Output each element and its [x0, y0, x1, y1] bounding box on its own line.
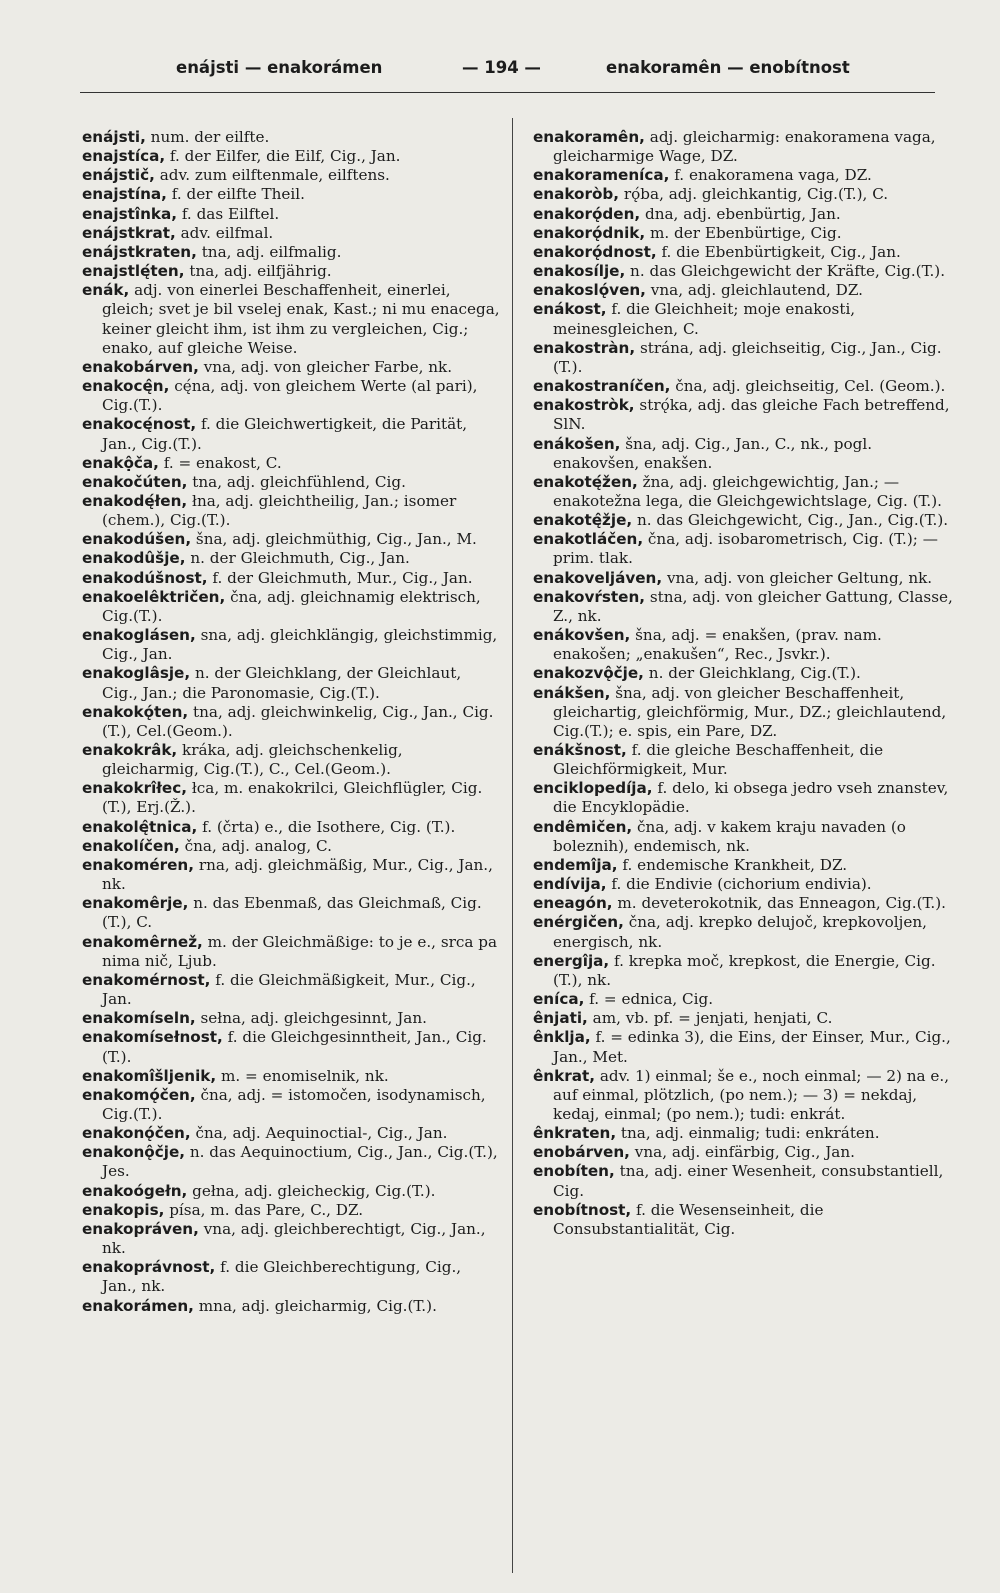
entry-definition: f. enakoramena vaga, DZ.: [674, 166, 872, 185]
entry-headword: enakorǫ́den,: [533, 204, 641, 223]
dictionary-entry: [533, 1162, 958, 1200]
dictionary-entry: [533, 741, 958, 779]
entry-definition: rǫ́ba, adj. gleichkantig, Cig.(T.), C.: [623, 185, 889, 204]
dictionary-entry: [82, 741, 500, 779]
entry-definition: f. die Gleichberechtigung, Cig., Jan., nk.: [102, 1258, 462, 1296]
entry-definition: n. das Gleichgewicht, Cig., Jan., Cig.(T.).: [637, 511, 949, 530]
dictionary-entry: [82, 569, 500, 588]
entry-headword: enakocę́nost,: [82, 415, 197, 434]
entry-headword: ênkrat,: [533, 1066, 595, 1085]
entry-headword: enakoprávnost,: [82, 1258, 216, 1277]
entry-headword: enobíten,: [533, 1162, 615, 1181]
running-header: [0, 54, 1000, 84]
dictionary-entry: [82, 1182, 500, 1201]
entry-headword: enakorǫ́dnik,: [533, 223, 646, 242]
dictionary-entry: [82, 1009, 500, 1028]
dictionary-entry: [82, 1143, 500, 1181]
dictionary-entry: [533, 1028, 958, 1066]
dictionary-entry: [533, 875, 958, 894]
entry-definition: adj. gleicharmig: enakoramena vaga, gleicharmige Wage, DZ.: [553, 128, 936, 166]
entry-headword: enakotláčen,: [533, 530, 644, 549]
entry-headword: enájsti,: [82, 128, 146, 146]
entry-definition: f. die Gleichheit; moje enakosti, meinesgleichen, C.: [553, 300, 856, 338]
dictionary-entry: [533, 377, 958, 396]
entry-headword: enák,: [82, 281, 130, 300]
entry-definition: m. der Gleichmäßige: to je e., srca pa nima nič, Ljub.: [102, 932, 498, 970]
entry-definition: rna, adj. gleichmäßig, Mur., Cig., Jan., nk.: [102, 855, 493, 894]
entry-definition: tna, adj. einmalig; tudi: enkráten.: [620, 1124, 880, 1143]
entry-headword: enakộča,: [82, 453, 159, 472]
entry-definition: čna, adj. gleichseitig, Cel. (Geom.).: [675, 377, 946, 396]
dictionary-entry: [82, 147, 500, 166]
entry-definition: n. das Aequinoctium, Cig., Jan., Cig.(T.), Jes.: [102, 1143, 498, 1181]
entry-headword: enakoròb,: [533, 185, 620, 204]
entry-definition: f. die gleiche Beschaffenheit, die Gleichförmigkeit, Mur.: [553, 741, 884, 779]
dictionary-entry: [82, 664, 500, 702]
dictionary-entry: [533, 262, 958, 281]
entry-definition: tna, adj. gleichfühlend, Cig.: [192, 472, 406, 491]
entry-definition: tna, adj. eilfjährig.: [189, 262, 332, 281]
header-left: enájsti — enakorámen: [176, 58, 383, 77]
entry-definition: šna, adj. Cig., Jan., C., nk., pogl. enakovšen, enakšen.: [553, 434, 873, 472]
entry-definition: f. (črta) e., die Isothere, Cig. (T.).: [202, 817, 456, 836]
page-number: — 194 —: [462, 58, 541, 77]
entry-headword: ênklja,: [533, 1028, 591, 1047]
entry-definition: n. der Gleichmuth, Cig., Jan.: [190, 549, 410, 568]
dictionary-entry: [82, 205, 500, 224]
dictionary-entry: [533, 1124, 958, 1143]
entry-definition: žna, adj. gleichgewichtig, Jan.; — enakotežna lega, die Gleichgewichtslage, Cig. (T.).: [553, 472, 943, 510]
entry-headword: enakokrâk,: [82, 741, 178, 759]
entry-headword: enákost,: [533, 300, 607, 319]
entry-definition: vna, adj. gleichberechtigt, Cig., Jan., nk.: [102, 1219, 486, 1258]
entry-definition: f. krepka moč, krepkost, die Energie, Cig.(T.), nk.: [553, 951, 936, 989]
dictionary-entry: [82, 1124, 500, 1143]
dictionary-entry: [82, 626, 500, 664]
entry-headword: enákošen,: [533, 434, 621, 453]
dictionary-entry: [533, 779, 958, 817]
entry-headword: eneagón,: [533, 894, 613, 913]
entry-definition: f. der Gleichmuth, Mur., Cig., Jan.: [212, 568, 473, 587]
entry-headword: enakoelêktričen,: [82, 587, 226, 606]
entry-definition: tna, adj. gleichwinkelig, Cig., Jan., Cig.(T.), Cel.(Geom.).: [102, 702, 494, 740]
dictionary-entry: [82, 1028, 500, 1066]
dictionary-entry: [82, 894, 500, 932]
entry-definition: f. die Gleichmäßigkeit, Mur., Cig., Jan.: [102, 970, 476, 1009]
dictionary-entry: [533, 511, 958, 530]
entry-headword: enobárven,: [533, 1143, 630, 1162]
entry-headword: enakomǫ́čen,: [82, 1085, 196, 1104]
entry-definition: f. = edinka 3), die Eins, der Einser, Mur., Cig., Jan., Met.: [553, 1028, 951, 1066]
entry-headword: enakorameníca,: [533, 166, 670, 185]
entry-definition: dna, adj. ebenbürtig, Jan.: [645, 204, 841, 223]
entry-headword: enakoglásen,: [82, 626, 196, 645]
entry-headword: enakobárven,: [82, 357, 199, 376]
dictionary-entry: [82, 262, 500, 281]
entry-definition: vna, adj. einfärbig, Cig., Jan.: [634, 1143, 855, 1162]
entry-definition: čna, adj. v kakem kraju navaden (o boleznih), endemisch, nk.: [553, 817, 906, 855]
dictionary-entry: [533, 166, 958, 185]
entry-headword: endemîja,: [533, 855, 618, 874]
dictionary-entry: [82, 818, 500, 837]
entry-headword: enakomêrnež,: [82, 932, 203, 951]
entry-definition: f. = enakost, C.: [163, 453, 282, 472]
dictionary-entry: [82, 166, 500, 185]
entry-definition: f. der Eilfer, die Eilf, Cig., Jan.: [169, 147, 401, 166]
entry-headword: enakomêrje,: [82, 894, 189, 913]
entry-headword: enakodúšnost,: [82, 568, 208, 587]
entry-headword: enakokrîłec,: [82, 779, 187, 798]
entry-headword: enakodûšje,: [82, 549, 186, 568]
entry-definition: šna, adj. von gleicher Beschaffenheit, gleichartig, gleichförmig, Mur., DZ.; gleichlautend, Cig.(T.); e. spis, ein Pare, DZ.: [553, 683, 947, 740]
dictionary-entry: [533, 1009, 958, 1028]
entry-headword: energîja,: [533, 951, 610, 970]
dictionary-entry: [533, 339, 958, 377]
entry-headword: ênkraten,: [533, 1124, 617, 1143]
dictionary-entry: [82, 1086, 500, 1124]
entry-headword: enájstič,: [82, 166, 155, 185]
dictionary-entry: [82, 358, 500, 377]
entry-headword: enobítnost,: [533, 1200, 632, 1219]
entry-definition: num. der eilfte.: [150, 128, 270, 146]
dictionary-entry: [533, 1143, 958, 1162]
dictionary-entry: [82, 1201, 500, 1220]
entry-headword: endívija,: [533, 875, 607, 894]
entry-headword: enajstína,: [82, 185, 167, 204]
dictionary-entry: [533, 435, 958, 473]
dictionary-entry: [533, 128, 958, 166]
entry-definition: łna, adj. gleichtheilig, Jan.; isomer (chem.), Cig.(T.).: [102, 491, 457, 530]
dictionary-entry: [533, 396, 958, 434]
right-column: [533, 128, 958, 1239]
dictionary-entry: [82, 415, 500, 453]
entry-definition: f. die Endivie (cichorium endivia).: [611, 875, 872, 894]
dictionary-entry: [533, 569, 958, 588]
dictionary-entry: [82, 473, 500, 492]
entry-headword: enakonǫ́čen,: [82, 1124, 191, 1143]
entry-headword: enakostràn,: [533, 338, 636, 357]
entry-headword: enakovŕsten,: [533, 587, 646, 606]
dictionary-entry: [533, 626, 958, 664]
entry-headword: enakodúšen,: [82, 530, 192, 549]
entry-headword: enakostròk,: [533, 396, 635, 415]
dictionary-entry: [82, 377, 500, 415]
dictionary-entry: [533, 818, 958, 856]
dictionary-entry: [82, 128, 500, 147]
entry-headword: enakoslǫ́ven,: [533, 281, 646, 300]
dictionary-entry: [82, 281, 500, 358]
entry-definition: f. die Gleichgesinntheit, Jan., Cig.(T.).: [102, 1028, 487, 1066]
entry-definition: strǫ́ka, adj. das gleiche Fach betreffend, SlN.: [553, 396, 950, 434]
entry-definition: adv. eilfmal.: [180, 223, 274, 242]
entry-headword: enakoveljáven,: [533, 568, 663, 587]
header-right: enakoramên — enobítnost: [606, 58, 850, 77]
entry-headword: enakonǫ̂čje,: [82, 1143, 186, 1162]
entry-definition: adv. 1) einmal; še e., noch einmal; — 2) na e., auf einmal, plötzlich, (po nem.); — 3) = nekdaj, kedaj, einmal; (po nem.); tudi: enkrát.: [553, 1066, 950, 1123]
entry-definition: šna, adj. = enakšen, (prav. nam. enakošen; „enakušen“, Rec., Jsvkr.).: [553, 626, 882, 664]
entry-definition: čna, adj. gleichnamig elektrisch, Cig.(T.).: [102, 587, 481, 625]
entry-headword: enakorǫ́dnost,: [533, 242, 657, 261]
dictionary-entry: [82, 1297, 500, 1316]
entry-headword: enakorámen,: [82, 1296, 194, 1315]
entry-definition: f. = ednica, Cig.: [589, 990, 714, 1009]
entry-definition: n. der Gleichklang, der Gleichlaut, Cig., Jan.; die Paronomasie, Cig.(T.).: [102, 664, 462, 702]
dictionary-entry: [82, 1067, 500, 1086]
entry-definition: čna, adj. analog, C.: [184, 836, 332, 855]
entry-headword: enakocę̂n,: [82, 377, 170, 396]
entry-headword: enájstkraten,: [82, 242, 197, 261]
dictionary-entry: [82, 1220, 500, 1258]
dictionary-entry: [533, 664, 958, 683]
dictionary-entry: [533, 952, 958, 990]
entry-definition: stna, adj. von gleicher Gattung, Classe, Z., nk.: [553, 587, 953, 625]
dictionary-entry: [82, 703, 500, 741]
entry-headword: enakoglâsje,: [82, 664, 191, 683]
entry-headword: enakotę́žen,: [533, 472, 638, 491]
dictionary-entry: [82, 588, 500, 626]
entry-headword: enakotę̂žje,: [533, 511, 633, 530]
entry-headword: enakostraníčen,: [533, 377, 671, 396]
dictionary-entry: [82, 185, 500, 204]
entry-headword: enakozvǫ̂čje,: [533, 664, 644, 683]
entry-definition: f. delo, ki obsega jedro vseh znanstev, die Encyklopädie.: [553, 779, 949, 817]
entry-headword: enakočúten,: [82, 472, 188, 491]
entry-definition: am, vb. pf. = jenjati, henjati, C.: [592, 1009, 833, 1028]
entry-headword: enákšnost,: [533, 741, 627, 759]
entry-definition: łca, m. enakokrilci, Gleichflügler, Cig.(T.), Erj.(Ž.).: [102, 779, 483, 817]
dictionary-entry: [82, 549, 500, 568]
dictionary-entry: [82, 492, 500, 530]
entry-definition: f. die Wesenseinheit, die Consubstantialität, Cig.: [553, 1200, 824, 1238]
entry-headword: enakoramên,: [533, 128, 645, 146]
entry-definition: n. das Ebenmaß, das Gleichmaß, Cig.(T.), C.: [102, 894, 482, 932]
dictionary-entry: [533, 894, 958, 913]
entry-headword: enájstkrat,: [82, 223, 176, 242]
column-divider: [512, 118, 513, 1573]
entry-headword: enérgičen,: [533, 913, 624, 932]
entry-headword: eníca,: [533, 990, 585, 1009]
entry-definition: čna, adj. = istomočen, isodynamisch, Cig.(T.).: [102, 1085, 486, 1123]
entry-definition: f. der eilfte Theil.: [171, 185, 305, 204]
dictionary-entry: [533, 224, 958, 243]
entry-headword: enakomísełnost,: [82, 1028, 223, 1047]
entry-headword: endêmičen,: [533, 817, 633, 836]
entry-headword: enakolę̂tnica,: [82, 817, 198, 836]
entry-definition: f. endemische Krankheit, DZ.: [622, 855, 848, 874]
entry-headword: enciklopedíja,: [533, 779, 653, 798]
entry-definition: f. die Gleichwertigkeit, die Parität, Jan., Cig.(T.).: [102, 415, 468, 453]
entry-headword: enakopráven,: [82, 1219, 199, 1238]
entry-definition: m. = enomiselnik, nk.: [221, 1066, 389, 1085]
dictionary-entry: [533, 913, 958, 951]
entry-definition: čna, adj. Aequinoctial-, Cig., Jan.: [195, 1124, 448, 1143]
entry-definition: vna, adj. von gleicher Geltung, nk.: [666, 568, 933, 587]
dictionary-entry: [82, 243, 500, 262]
entry-headword: enakomérnost,: [82, 970, 211, 989]
entry-definition: čna, adj. krepko delujoč, krepkovoljen, energisch, nk.: [553, 913, 927, 951]
dictionary-entry: [533, 300, 958, 338]
dictionary-entry: [533, 205, 958, 224]
dictionary-entry: [533, 185, 958, 204]
entry-definition: m. deveterokotnik, das Enneagon, Cig.(T.).: [617, 894, 946, 913]
entry-headword: enakolíčen,: [82, 836, 180, 855]
entry-headword: enakokǫ́ten,: [82, 702, 189, 721]
dictionary-entry: [82, 837, 500, 856]
entry-definition: m. der Ebenbürtige, Cig.: [650, 223, 842, 242]
entry-headword: enakosílje,: [533, 262, 626, 281]
entry-definition: gełna, adj. gleicheckig, Cig.(T.).: [192, 1181, 436, 1200]
dictionary-entry: [533, 243, 958, 262]
entry-definition: sełna, adj. gleichgesinnt, Jan.: [200, 1009, 427, 1028]
entry-headword: enákšen,: [533, 683, 611, 702]
entry-definition: adv. zum eilftenmale, eilftens.: [159, 166, 390, 185]
dictionary-entry: [533, 684, 958, 741]
entry-definition: mna, adj. gleicharmig, Cig.(T.).: [198, 1296, 437, 1315]
entry-definition: kráka, adj. gleichschenkelig, gleicharmig, Cig.(T.), C., Cel.(Geom.).: [102, 741, 403, 779]
dictionary-entry: [533, 1201, 958, 1239]
entry-headword: enakopis,: [82, 1200, 165, 1219]
entry-definition: vna, adj. von gleicher Farbe, nk.: [203, 357, 453, 376]
dictionary-entry: [533, 473, 958, 511]
entry-definition: tna, adj. einer Wesenheit, consubstantiell, Cig.: [553, 1162, 944, 1200]
entry-headword: enákovšen,: [533, 626, 631, 645]
dictionary-entry: [533, 1067, 958, 1124]
dictionary-entry: [533, 281, 958, 300]
entry-definition: n. das Gleichgewicht der Kräfte, Cig.(T.).: [630, 262, 946, 281]
entry-headword: enajstíca,: [82, 147, 166, 166]
entry-definition: f. das Eilftel.: [181, 204, 280, 223]
dictionary-entry: [82, 1258, 500, 1296]
entry-definition: adj. von einerlei Beschaffenheit, einerlei, gleich; svet je bil vselej enak, Kast.; ni mu enacega, keiner gleicht ihm, ist ihm zu vergleichen, Cig.; enako, auf gleiche Weise.: [102, 281, 500, 357]
entry-headword: enakoméren,: [82, 855, 194, 874]
entry-definition: čna, adj. isobarometrisch, Cig. (T.); — prim. tlak.: [553, 530, 938, 568]
entry-definition: vna, adj. gleichlautend, DZ.: [650, 281, 863, 300]
dictionary-entry: [533, 856, 958, 875]
dictionary-entry: [82, 454, 500, 473]
entry-definition: cę́na, adj. von gleichem Werte (al pari), Cig.(T.).: [102, 377, 478, 415]
entry-definition: písa, m. das Pare, C., DZ.: [169, 1200, 364, 1219]
header-rule: [80, 92, 935, 93]
entry-headword: enakomíseln,: [82, 1009, 196, 1028]
entry-headword: enakomîšljenik,: [82, 1066, 217, 1085]
entry-definition: strána, adj. gleichseitig, Cig., Jan., Cig.(T.).: [553, 338, 942, 376]
entry-headword: enajstînka,: [82, 204, 178, 223]
entry-headword: enakodę́łen,: [82, 491, 188, 510]
entry-headword: ênjati,: [533, 1009, 588, 1028]
dictionary-entry: [82, 530, 500, 549]
dictionary-entry: [533, 530, 958, 568]
left-column: [82, 128, 500, 1316]
entry-definition: tna, adj. eilfmalig.: [201, 242, 342, 261]
dictionary-entry: [82, 779, 500, 817]
dictionary-entry: [533, 588, 958, 626]
entry-headword: enakoógełn,: [82, 1181, 188, 1200]
dictionary-entry: [82, 856, 500, 894]
entry-definition: f. die Ebenbürtigkeit, Cig., Jan.: [661, 242, 901, 261]
entry-definition: šna, adj. gleichmüthig, Cig., Jan., M.: [195, 530, 477, 549]
dictionary-entry: [82, 971, 500, 1009]
dictionary-entry: [533, 990, 958, 1009]
entry-definition: n. der Gleichklang, Cig.(T.).: [648, 664, 861, 683]
entry-headword: enajstlę́ten,: [82, 262, 185, 281]
entry-definition: sna, adj. gleichklängig, gleichstimmig, Cig., Jan.: [102, 626, 498, 664]
dictionary-entry: [82, 224, 500, 243]
dictionary-entry: [82, 933, 500, 971]
